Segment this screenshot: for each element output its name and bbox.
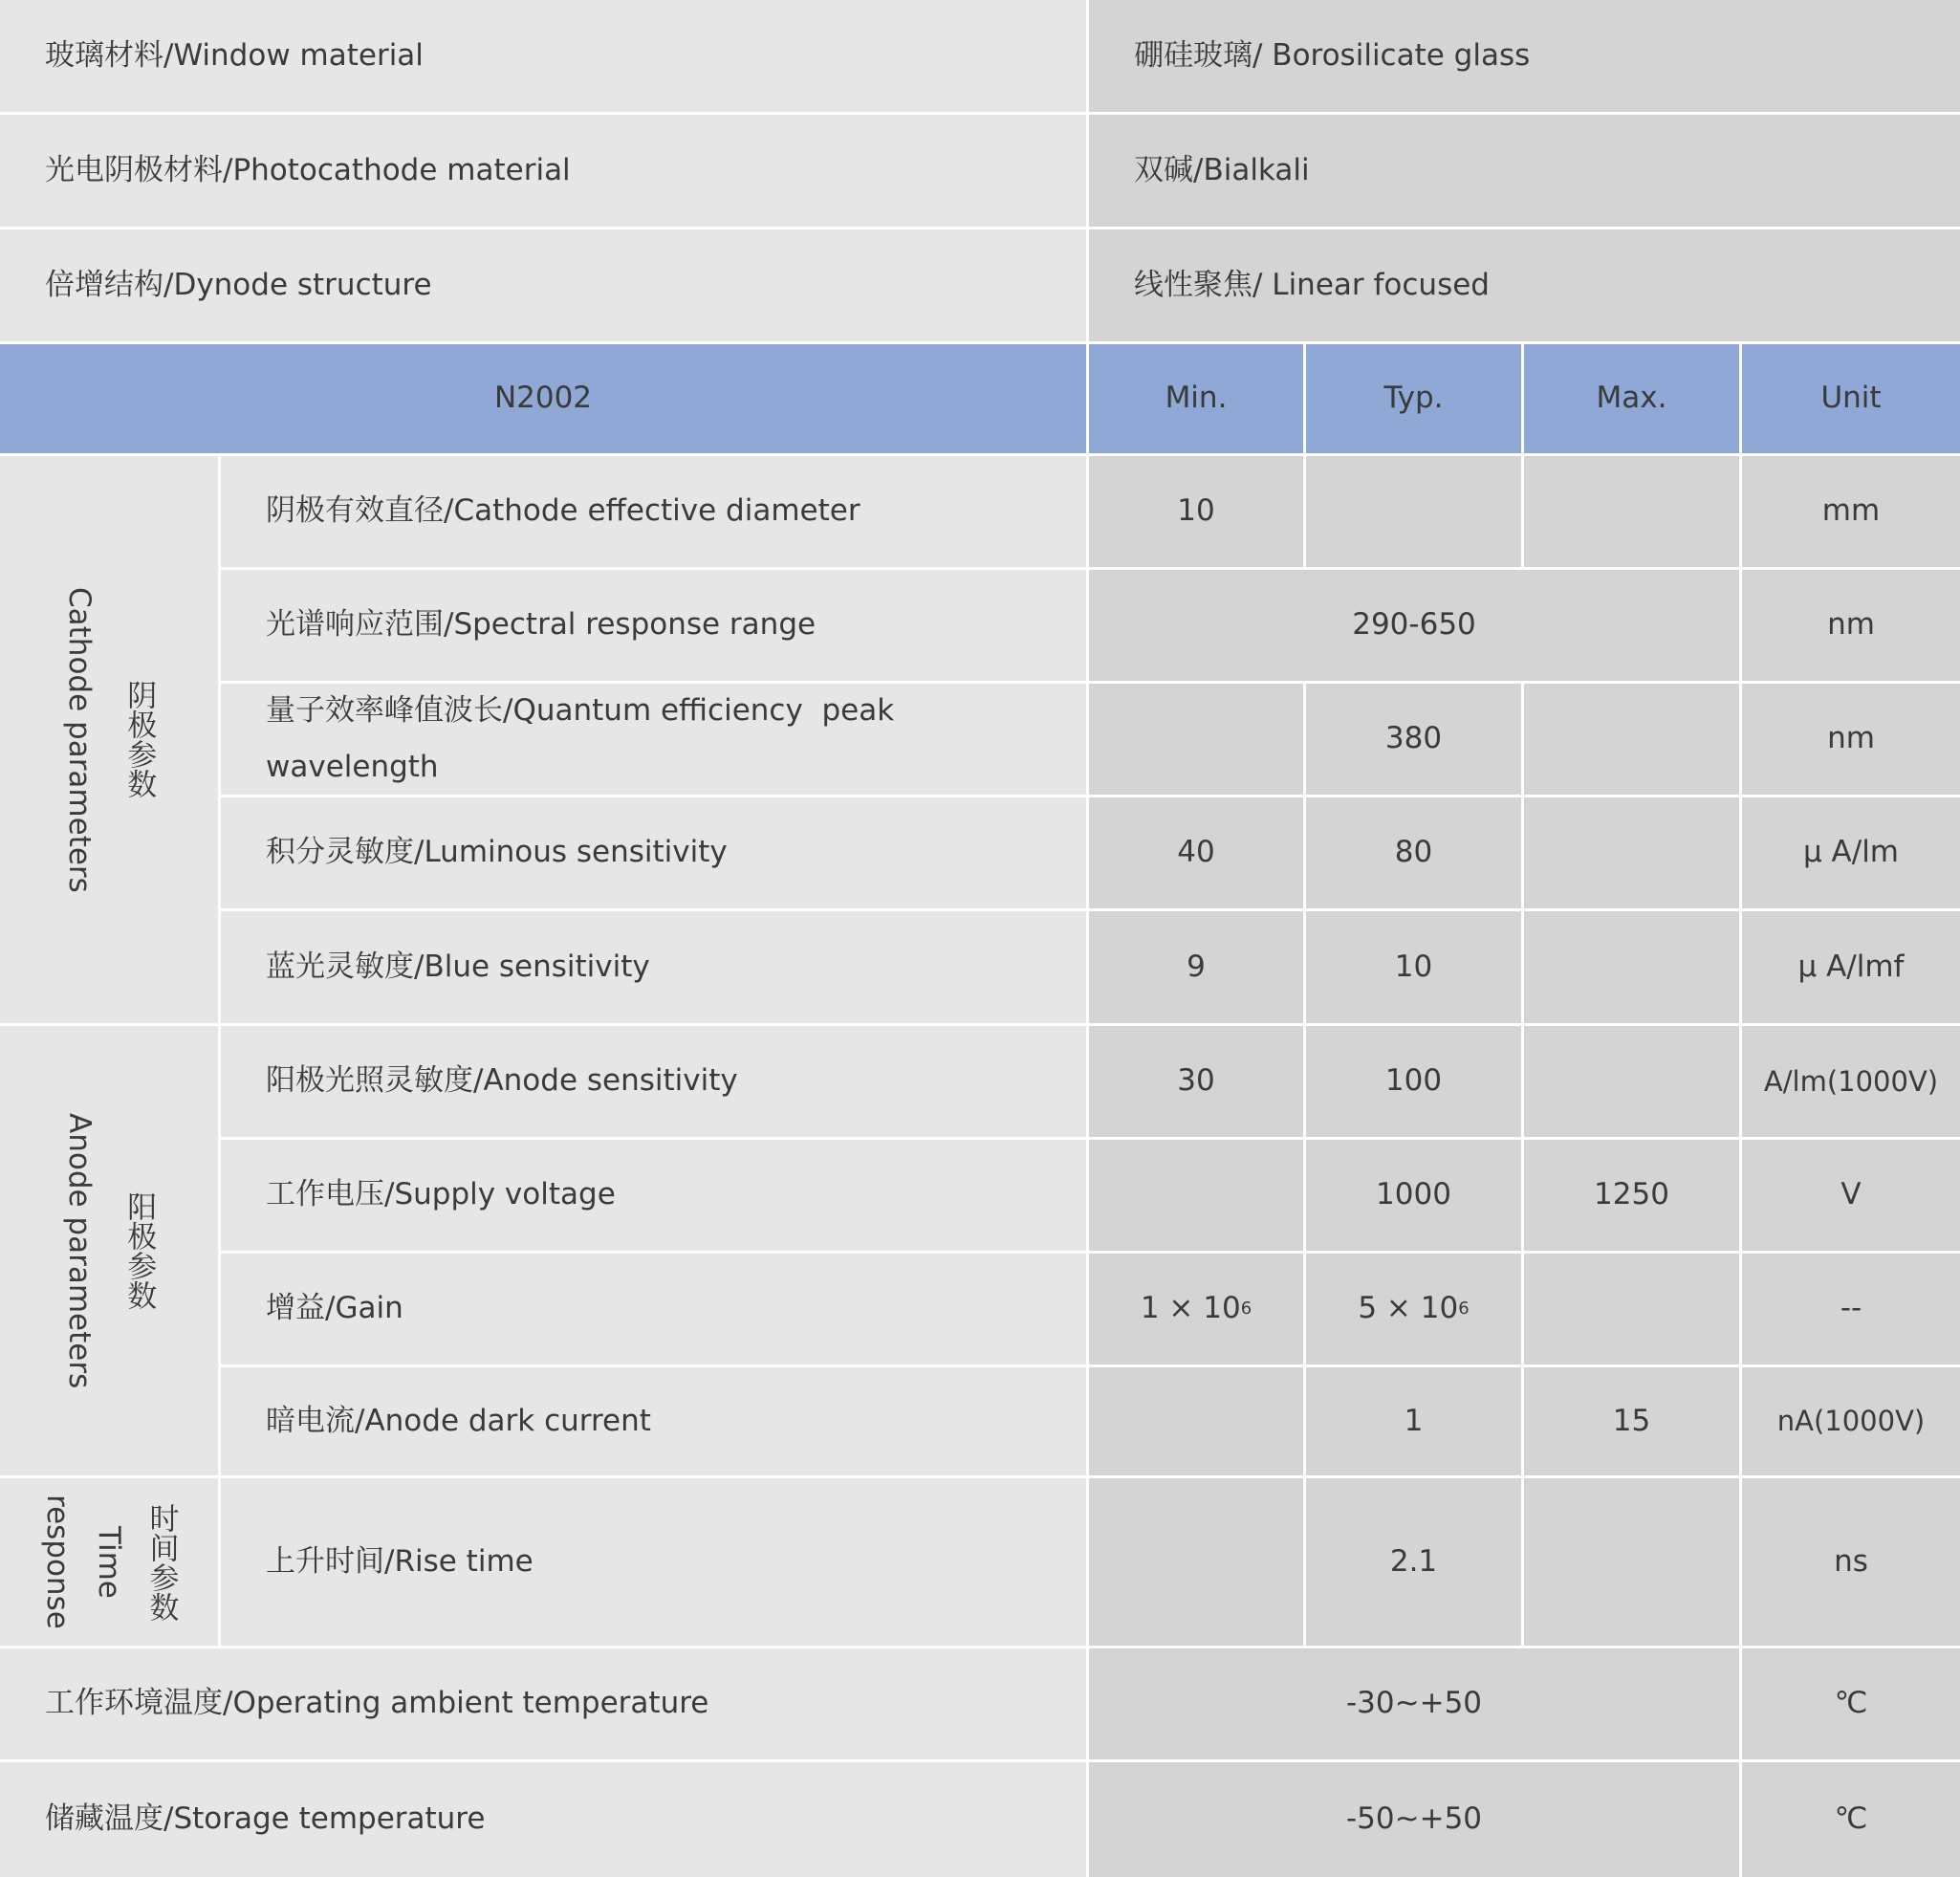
header-typ: Typ. (1306, 344, 1521, 453)
storage-temperature-value: -50~+50 (1089, 1762, 1739, 1877)
luminous-sensitivity-label: 积分灵敏度/Luminous sensitivity (221, 797, 1086, 908)
anode-group-label (0, 1026, 218, 1475)
anode-group-en: Anode parameters (62, 1112, 97, 1389)
cathode-diameter-unit: mm (1742, 456, 1960, 567)
anode-sensitivity-typ: 100 (1306, 1026, 1521, 1137)
storage-temperature-label: 储藏温度/Storage temperature (0, 1762, 1086, 1877)
rise-time-max (1524, 1478, 1739, 1646)
cathode-diameter-typ (1306, 456, 1521, 567)
qe-peak-label-line2: wavelength (266, 750, 439, 784)
qe-peak-typ: 380 (1306, 684, 1521, 795)
rise-time-unit: ns (1742, 1478, 1960, 1646)
spectral-range-value: 290-650 (1089, 570, 1739, 681)
gain-typ-base: 5 × 10 (1358, 1291, 1459, 1326)
supply-voltage-label: 工作电压/Supply voltage (221, 1140, 1086, 1251)
time-group-en-1: Time (92, 1525, 127, 1599)
window-material-label: 玻璃材料/Window material (0, 0, 1086, 112)
rise-time-label: 上升时间/Rise time (221, 1478, 1086, 1646)
spectral-range-label: 光谱响应范围/Spectral response range (221, 570, 1086, 681)
gain-label: 增益/Gain (221, 1254, 1086, 1364)
photocathode-material-label: 光电阴极材料/Photocathode material (0, 115, 1086, 227)
time-group-label (0, 1478, 218, 1646)
time-group-cn: 时间参数 (143, 1502, 179, 1622)
supply-voltage-typ: 1000 (1306, 1140, 1521, 1251)
operating-temperature-unit: ℃ (1742, 1648, 1960, 1759)
anode-sensitivity-max (1524, 1026, 1739, 1137)
dark-current-label: 暗电流/Anode dark current (221, 1367, 1086, 1475)
dynode-structure-label: 倍增结构/Dynode structure (0, 229, 1086, 341)
gain-min-base: 1 × 10 (1140, 1291, 1241, 1326)
qe-peak-label-line1: 量子效率峰值波长/Quantum efficiency peak (266, 693, 895, 729)
anode-sensitivity-min: 30 (1089, 1026, 1303, 1137)
qe-peak-unit: nm (1742, 684, 1960, 795)
cathode-diameter-min: 10 (1089, 456, 1303, 567)
blue-sensitivity-label: 蓝光灵敏度/Blue sensitivity (221, 911, 1086, 1023)
qe-peak-min (1089, 684, 1303, 795)
rise-time-min (1089, 1478, 1303, 1646)
gain-min: 1 × 10 6 (1089, 1254, 1303, 1364)
time-group-en-2: response (39, 1495, 75, 1629)
cathode-diameter-max (1524, 456, 1739, 567)
luminous-sensitivity-typ: 80 (1306, 797, 1521, 908)
operating-temperature-value: -30~+50 (1089, 1648, 1739, 1759)
supply-voltage-min (1089, 1140, 1303, 1251)
dark-current-max: 15 (1524, 1367, 1739, 1475)
cathode-diameter-label: 阴极有效直径/Cathode effective diameter (221, 456, 1086, 567)
supply-voltage-unit: V (1742, 1140, 1960, 1251)
cathode-group-en: Cathode parameters (62, 586, 97, 893)
luminous-sensitivity-min: 40 (1089, 797, 1303, 908)
header-model: N2002 (0, 344, 1086, 453)
anode-sensitivity-unit: A/lm(1000V) (1742, 1026, 1960, 1137)
anode-sensitivity-label: 阳极光照灵敏度/Anode sensitivity (221, 1026, 1086, 1137)
gain-max (1524, 1254, 1739, 1364)
dark-current-unit: nA(1000V) (1742, 1367, 1960, 1475)
storage-temperature-unit: ℃ (1742, 1762, 1960, 1877)
spectral-range-unit: nm (1742, 570, 1960, 681)
operating-temperature-label: 工作环境温度/Operating ambient temperature (0, 1648, 1086, 1759)
anode-group-cn: 阳极参数 (121, 1190, 157, 1310)
blue-sensitivity-max (1524, 911, 1739, 1023)
cathode-group-label (0, 456, 218, 1023)
supply-voltage-max: 1250 (1524, 1140, 1739, 1251)
cathode-group-cn: 阴极参数 (121, 680, 157, 799)
qe-peak-label (221, 684, 1086, 795)
dynode-structure-value: 线性聚焦/ Linear focused (1089, 229, 1960, 341)
header-max: Max. (1524, 344, 1739, 453)
dark-current-min (1089, 1367, 1303, 1475)
blue-sensitivity-unit: μ A/lmf (1742, 911, 1960, 1023)
rise-time-typ: 2.1 (1306, 1478, 1521, 1646)
blue-sensitivity-min: 9 (1089, 911, 1303, 1023)
photocathode-material-value: 双碱/Bialkali (1089, 115, 1960, 227)
header-unit: Unit (1742, 344, 1960, 453)
gain-unit: -- (1742, 1254, 1960, 1364)
luminous-sensitivity-max (1524, 797, 1739, 908)
gain-typ: 5 × 10 6 (1306, 1254, 1521, 1364)
luminous-sensitivity-unit: μ A/lm (1742, 797, 1960, 908)
header-min: Min. (1089, 344, 1303, 453)
dark-current-typ: 1 (1306, 1367, 1521, 1475)
window-material-value: 硼硅玻璃/ Borosilicate glass (1089, 0, 1960, 112)
qe-peak-max (1524, 684, 1739, 795)
blue-sensitivity-typ: 10 (1306, 911, 1521, 1023)
